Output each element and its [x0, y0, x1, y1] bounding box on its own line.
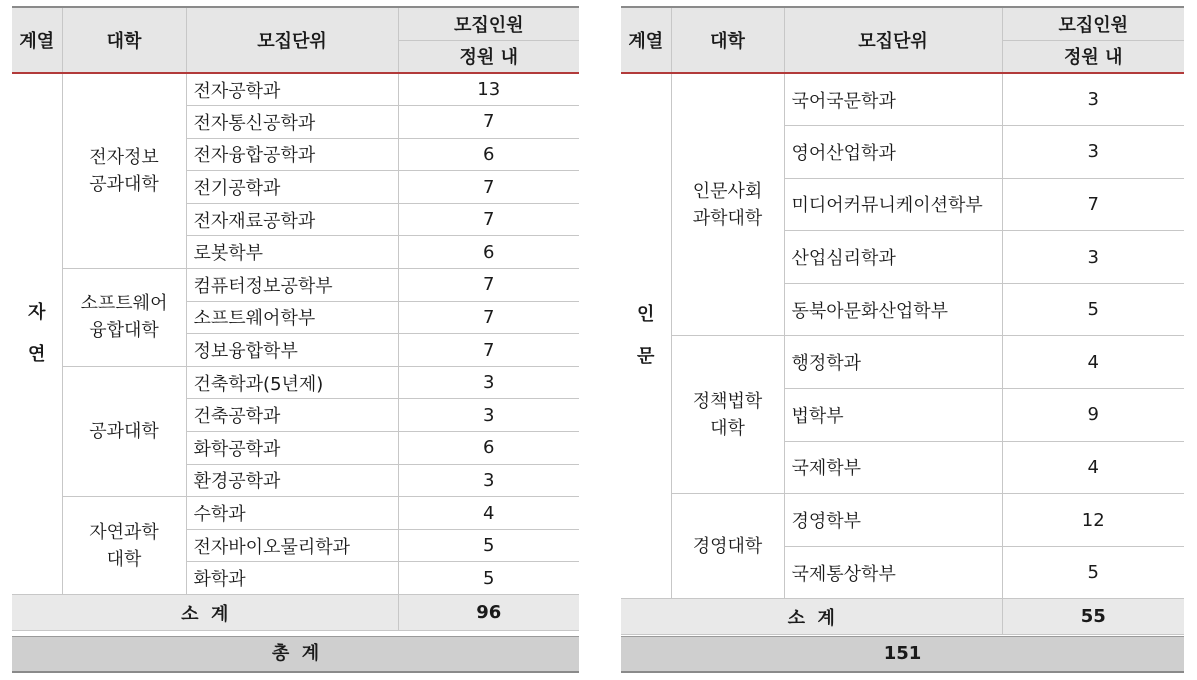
- count-cell: 7: [398, 106, 579, 139]
- unit-cell: 동북아문화산업학부: [784, 283, 1002, 336]
- header-quota-sub: 정원 내: [398, 40, 579, 73]
- category-cell: 인 문: [621, 73, 671, 599]
- table-row: [12, 73, 579, 106]
- unit-cell: 영어산업학과: [784, 126, 1002, 179]
- count-cell: 6: [398, 432, 579, 465]
- count-cell: 6: [398, 236, 579, 269]
- subtotal-value: 55: [1002, 599, 1184, 635]
- count-cell: 7: [398, 334, 579, 367]
- natural-science-quota-table: [12, 6, 579, 631]
- college-cell: 경영대학: [671, 494, 784, 599]
- count-cell: 3: [1002, 73, 1184, 126]
- count-cell: 3: [398, 464, 579, 497]
- total-value: 151: [621, 636, 1184, 673]
- table-row: [621, 494, 1184, 547]
- college-cell: 전자정보 공과대학: [62, 73, 186, 269]
- count-cell: 7: [398, 301, 579, 334]
- table-row: [12, 497, 579, 530]
- category-cell: 자 연: [12, 73, 62, 595]
- unit-cell: 미디어커뮤니케이션학부: [784, 178, 1002, 231]
- unit-cell: 소프트웨어학부: [186, 301, 398, 334]
- unit-cell: 국제통상학부: [784, 546, 1002, 599]
- unit-cell: 전자통신공학과: [186, 106, 398, 139]
- count-cell: 3: [1002, 231, 1184, 284]
- header-category: 계열: [621, 7, 671, 73]
- count-cell: 13: [398, 73, 579, 106]
- count-cell: 7: [398, 171, 579, 204]
- college-cell: 인문사회 과학대학: [671, 73, 784, 336]
- subtotal-label: 소 계: [621, 599, 1002, 635]
- count-cell: 4: [398, 497, 579, 530]
- unit-cell: 법학부: [784, 389, 1002, 442]
- count-cell: 3: [1002, 126, 1184, 179]
- unit-cell: 국제학부: [784, 441, 1002, 494]
- total-label: 총 계: [12, 636, 579, 673]
- unit-cell: 행정학과: [784, 336, 1002, 389]
- count-cell: 3: [398, 399, 579, 432]
- count-cell: 4: [1002, 441, 1184, 494]
- table-row: [621, 336, 1184, 389]
- subtotal-row: [621, 599, 1184, 635]
- unit-cell: 경영학부: [784, 494, 1002, 547]
- count-cell: 7: [398, 269, 579, 302]
- unit-cell: 전자융합공학과: [186, 138, 398, 171]
- header-quota: 모집인원: [1002, 7, 1184, 40]
- unit-cell: 전자공학과: [186, 73, 398, 106]
- subtotal-value: 96: [398, 595, 579, 631]
- table-row: [12, 366, 579, 399]
- unit-cell: 로봇학부: [186, 236, 398, 269]
- count-cell: 5: [1002, 546, 1184, 599]
- unit-cell: 정보융합학부: [186, 334, 398, 367]
- unit-cell: 화학공학과: [186, 432, 398, 465]
- count-cell: 7: [398, 203, 579, 236]
- count-cell: 5: [1002, 283, 1184, 336]
- count-cell: 6: [398, 138, 579, 171]
- count-cell: 9: [1002, 389, 1184, 442]
- count-cell: 7: [1002, 178, 1184, 231]
- unit-cell: 화학과: [186, 562, 398, 595]
- count-cell: 12: [1002, 494, 1184, 547]
- table-row: [621, 73, 1184, 126]
- college-cell: 공과대학: [62, 366, 186, 496]
- unit-cell: 산업심리학과: [784, 231, 1002, 284]
- header-college: 대학: [671, 7, 784, 73]
- header-quota: 모집인원: [398, 7, 579, 40]
- count-cell: 4: [1002, 336, 1184, 389]
- table-row: [12, 269, 579, 302]
- count-cell: 5: [398, 529, 579, 562]
- header-college: 대학: [62, 7, 186, 73]
- unit-cell: 전자바이오물리학과: [186, 529, 398, 562]
- unit-cell: 전자재료공학과: [186, 203, 398, 236]
- unit-cell: 건축공학과: [186, 399, 398, 432]
- college-cell: 정책법학 대학: [671, 336, 784, 494]
- header-unit: 모집단위: [186, 7, 398, 73]
- unit-cell: 수학과: [186, 497, 398, 530]
- subtotal-row: [12, 595, 579, 631]
- college-cell: 소프트웨어 융합대학: [62, 269, 186, 367]
- header-category: 계열: [12, 7, 62, 73]
- unit-cell: 전기공학과: [186, 171, 398, 204]
- college-cell: 자연과학 대학: [62, 497, 186, 595]
- header-quota-sub: 정원 내: [1002, 40, 1184, 73]
- unit-cell: 건축학과(5년제): [186, 366, 398, 399]
- unit-cell: 환경공학과: [186, 464, 398, 497]
- subtotal-label: 소 계: [12, 595, 398, 631]
- humanities-quota-table: [621, 6, 1184, 635]
- unit-cell: 국어국문학과: [784, 73, 1002, 126]
- unit-cell: 컴퓨터정보공학부: [186, 269, 398, 302]
- count-cell: 5: [398, 562, 579, 595]
- count-cell: 3: [398, 366, 579, 399]
- header-unit: 모집단위: [784, 7, 1002, 73]
